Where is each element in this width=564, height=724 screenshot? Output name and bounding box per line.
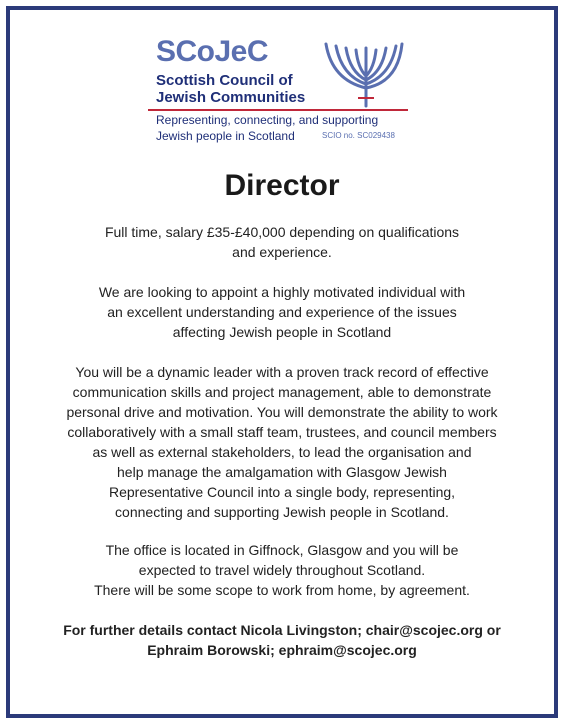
logo-tagline-line-1: Representing, connecting, and supporting xyxy=(156,113,379,127)
contact-line: For further details contact Nicola Livingston; chair@scojec.org or xyxy=(63,622,501,638)
role-line: collaboratively with a small staff team, trustees, and council members xyxy=(67,424,497,440)
menorah-icon xyxy=(312,36,404,110)
location-line: The office is located in Giffnock, Glasgow and you will be xyxy=(105,542,459,558)
scojec-logo xyxy=(148,34,412,150)
logo-full-name-line-2: Jewish Communities xyxy=(156,89,306,106)
role-line: You will be a dynamic leader with a proven track record of effective xyxy=(75,364,489,380)
role-line: as well as external stakeholders, to lead the organisation and xyxy=(92,444,472,460)
salary-paragraph xyxy=(40,222,524,262)
location-paragraph xyxy=(40,540,524,600)
role-line: help manage the amalgamation with Glasgow Jewish xyxy=(117,464,447,480)
logo-acronym: SCoJeC xyxy=(156,35,269,68)
contact-paragraph xyxy=(40,620,524,660)
salary-line: Full time, salary £35-£40,000 depending on qualifications xyxy=(104,224,460,240)
role-line: connecting and supporting Jewish people in Scotland. xyxy=(115,504,449,520)
role-line: communication skills and project management, able to demonstrate xyxy=(72,384,492,400)
intro-line: affecting Jewish people in Scotland xyxy=(172,324,392,340)
logo-tagline-line-2: Jewish people in Scotland xyxy=(156,129,295,143)
job-title: Director xyxy=(224,169,340,202)
role-line: Representative Council into a single body, representing, xyxy=(108,484,456,500)
logo-full-name-line-1: Scottish Council of xyxy=(156,72,293,89)
salary-line: and experience. xyxy=(232,244,332,260)
location-line: expected to travel widely throughout Scotland. xyxy=(138,562,426,578)
logo-full-name xyxy=(156,72,326,106)
location-line: There will be some scope to work from home, by agreement. xyxy=(94,582,470,598)
role-line: personal drive and motivation. You will demonstrate the ability to work xyxy=(66,404,498,420)
intro-line: an excellent understanding and experience of the issues xyxy=(107,304,457,320)
charity-number: SCIO no. SC029438 xyxy=(322,131,395,140)
intro-paragraph xyxy=(40,282,524,342)
contact-line: Ephraim Borowski; ephraim@scojec.org xyxy=(147,642,417,658)
intro-line: We are looking to appoint a highly motivated individual with xyxy=(98,284,466,300)
role-paragraph xyxy=(40,362,524,522)
